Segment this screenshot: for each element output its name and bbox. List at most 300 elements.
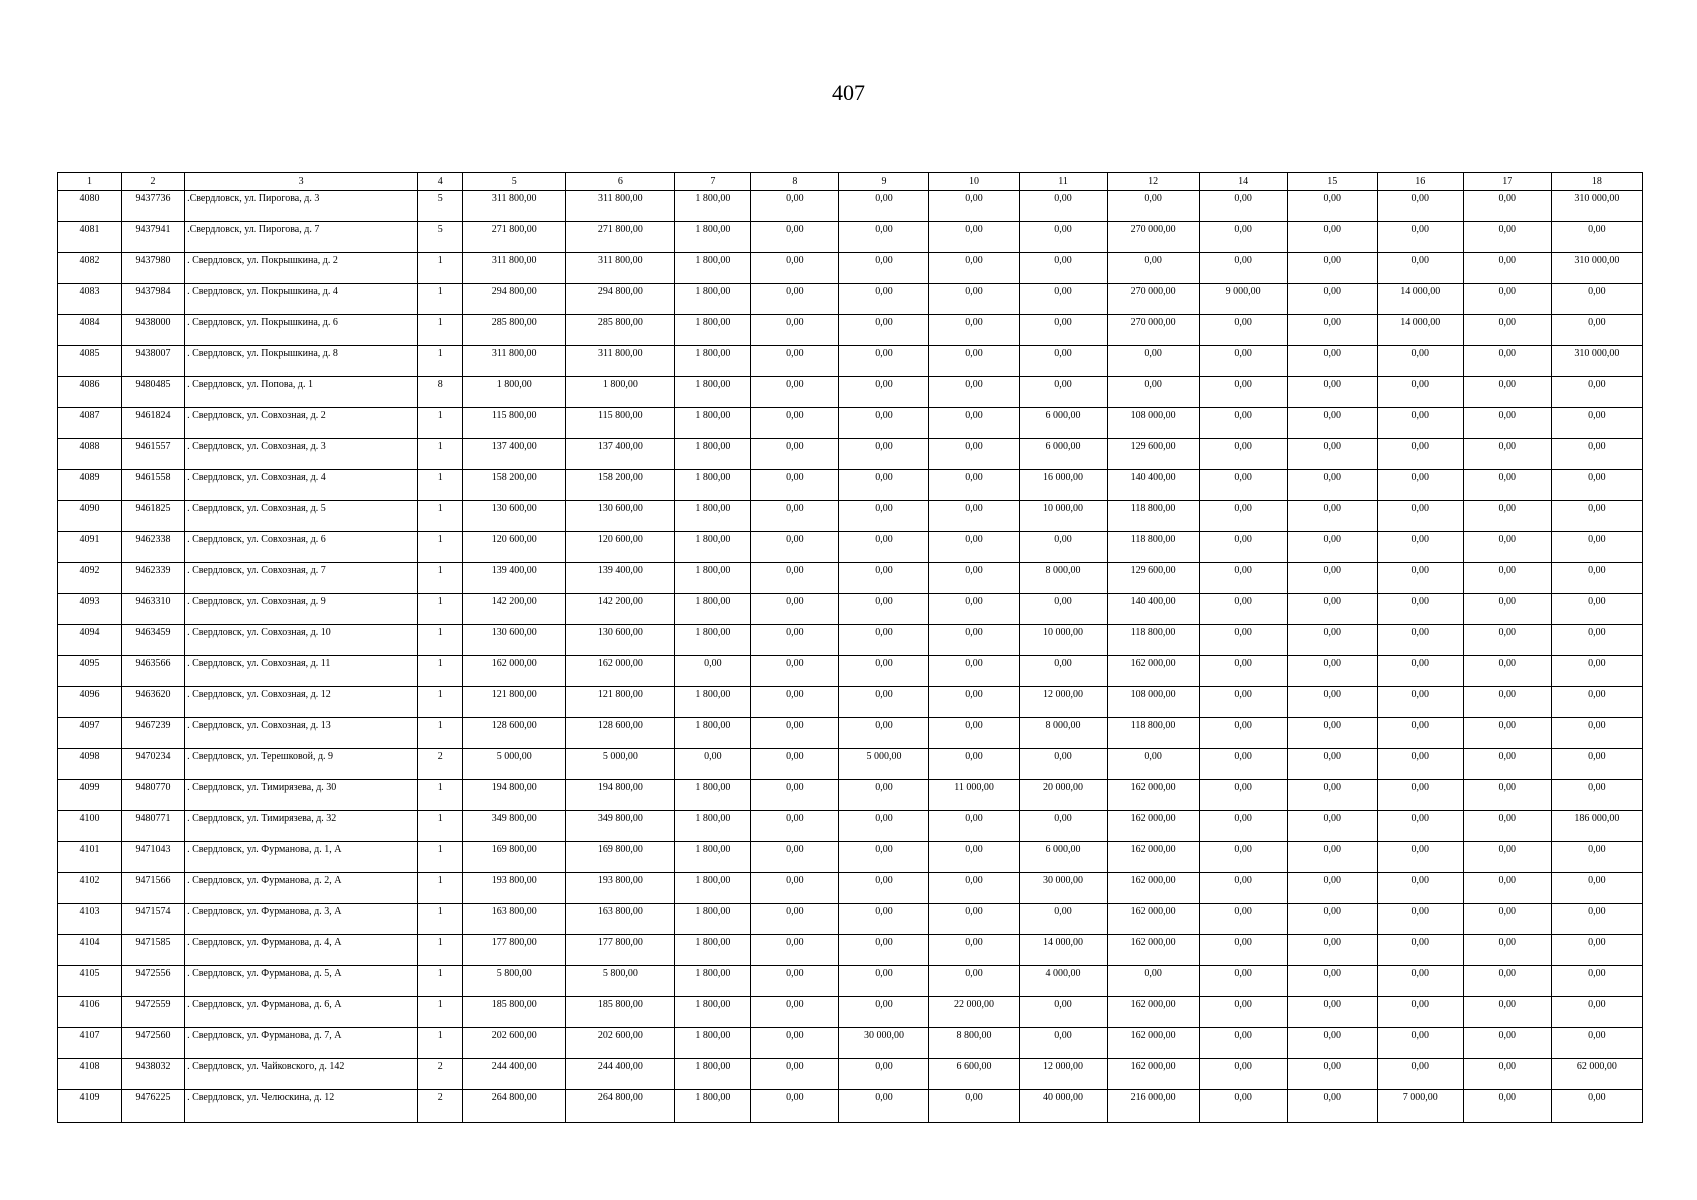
table-cell: . Свердловск, ул. Покрышкина, д. 8 [185, 346, 418, 377]
table-cell: 310 000,00 [1551, 191, 1642, 222]
table-cell: 0,00 [1019, 315, 1107, 346]
table-cell: 1 [418, 315, 463, 346]
table-cell: 1 800,00 [675, 191, 751, 222]
table-cell: 0,00 [929, 873, 1019, 904]
table-cell: 0,00 [1199, 780, 1287, 811]
table-cell: 0,00 [1287, 873, 1377, 904]
table-cell: 9472559 [122, 997, 185, 1028]
column-header: 11 [1019, 173, 1107, 191]
table-row [58, 625, 1643, 656]
table-cell: 12 000,00 [1019, 687, 1107, 718]
table-cell: 118 800,00 [1107, 718, 1199, 749]
table-cell: 0,00 [1551, 470, 1642, 501]
table-cell: 0,00 [839, 594, 929, 625]
table-cell: 5 000,00 [463, 749, 566, 780]
table-cell: 4092 [58, 563, 122, 594]
table-cell: 1 [418, 935, 463, 966]
table-cell: 0,00 [1287, 842, 1377, 873]
table-cell: 4104 [58, 935, 122, 966]
table-cell: 0,00 [751, 501, 839, 532]
table-cell: 0,00 [929, 315, 1019, 346]
table-cell: 0,00 [1199, 470, 1287, 501]
table-cell: 1 800,00 [675, 873, 751, 904]
table-cell: 130 600,00 [463, 501, 566, 532]
table-row [58, 253, 1643, 284]
table-cell: 0,00 [1287, 1059, 1377, 1090]
table-cell: 0,00 [1019, 749, 1107, 780]
table-cell: 0,00 [751, 346, 839, 377]
table-cell: 0,00 [1377, 749, 1463, 780]
column-header: 7 [675, 173, 751, 191]
table-cell: 216 000,00 [1107, 1090, 1199, 1123]
table-cell: 0,00 [1551, 501, 1642, 532]
table-cell: 137 400,00 [463, 439, 566, 470]
table-cell: 0,00 [1199, 625, 1287, 656]
table-cell: 1 800,00 [675, 997, 751, 1028]
table-cell: 0,00 [1199, 222, 1287, 253]
column-header: 8 [751, 173, 839, 191]
table-cell: 162 000,00 [1107, 811, 1199, 842]
table-cell: 4109 [58, 1090, 122, 1123]
table-cell: 9470234 [122, 749, 185, 780]
table-cell: 12 000,00 [1019, 1059, 1107, 1090]
table-cell: 115 800,00 [463, 408, 566, 439]
table-cell: 1 800,00 [675, 687, 751, 718]
table-cell: . Свердловск, ул. Совхозная, д. 11 [185, 656, 418, 687]
table-cell: .Свердловск, ул. Пирогова, д. 3 [185, 191, 418, 222]
table-cell: 0,00 [929, 904, 1019, 935]
table-cell: 285 800,00 [566, 315, 675, 346]
table-cell: 177 800,00 [566, 935, 675, 966]
page-number: 407 [832, 80, 865, 105]
table-cell: 0,00 [1287, 253, 1377, 284]
table-cell: . Свердловск, ул. Челюскина, д. 12 [185, 1090, 418, 1123]
table-cell: 1 [418, 904, 463, 935]
table-cell: . Свердловск, ул. Совхозная, д. 6 [185, 532, 418, 563]
column-header: 15 [1287, 173, 1377, 191]
table-cell: 1 [418, 346, 463, 377]
data-table [57, 172, 1643, 1123]
table-cell: 4103 [58, 904, 122, 935]
table-cell: 0,00 [1463, 408, 1551, 439]
table-cell: 4105 [58, 966, 122, 997]
table-cell: 0,00 [839, 780, 929, 811]
table-cell: 142 200,00 [566, 594, 675, 625]
table-cell: 0,00 [1463, 315, 1551, 346]
table-cell: 0,00 [1199, 253, 1287, 284]
table-row [58, 191, 1643, 222]
table-cell: 0,00 [1107, 253, 1199, 284]
table-cell: 0,00 [1107, 377, 1199, 408]
table-cell: 0,00 [1107, 346, 1199, 377]
table-cell: 140 400,00 [1107, 594, 1199, 625]
table-cell: 0,00 [1551, 1028, 1642, 1059]
table-cell: 0,00 [751, 811, 839, 842]
table-cell: . Свердловск, ул. Совхозная, д. 7 [185, 563, 418, 594]
table-cell: 0,00 [1287, 377, 1377, 408]
table-cell: . Свердловск, ул. Совхозная, д. 3 [185, 439, 418, 470]
table-cell: 130 600,00 [566, 501, 675, 532]
table-cell: 0,00 [1377, 253, 1463, 284]
table-cell: 0,00 [1019, 284, 1107, 315]
table-cell: 0,00 [1199, 439, 1287, 470]
table-row [58, 408, 1643, 439]
table-cell: 0,00 [839, 408, 929, 439]
table-cell: . Свердловск, ул. Совхозная, д. 9 [185, 594, 418, 625]
table-cell: . Свердловск, ул. Фурманова, д. 7, А [185, 1028, 418, 1059]
table-cell: 0,00 [929, 439, 1019, 470]
table-cell: 349 800,00 [566, 811, 675, 842]
table-cell: 0,00 [839, 904, 929, 935]
table-cell: 0,00 [751, 408, 839, 439]
table-cell: 2 [418, 749, 463, 780]
table-cell: 5 [418, 222, 463, 253]
table-cell: 9461557 [122, 439, 185, 470]
table-cell: 0,00 [751, 997, 839, 1028]
table-cell: 16 000,00 [1019, 470, 1107, 501]
table-cell: 4101 [58, 842, 122, 873]
table-cell: 0,00 [1463, 563, 1551, 594]
table-cell: 0,00 [1463, 594, 1551, 625]
table-cell: 0,00 [1287, 656, 1377, 687]
table-cell: 1 800,00 [675, 501, 751, 532]
column-header: 3 [185, 173, 418, 191]
table-cell: 0,00 [1107, 191, 1199, 222]
table-cell: 0,00 [751, 904, 839, 935]
table-cell: 0,00 [751, 532, 839, 563]
table-cell: 40 000,00 [1019, 1090, 1107, 1123]
table-cell: 140 400,00 [1107, 470, 1199, 501]
table-cell: . Свердловск, ул. Покрышкина, д. 2 [185, 253, 418, 284]
table-cell: 0,00 [839, 687, 929, 718]
table-cell: 4099 [58, 780, 122, 811]
table-cell: 0,00 [929, 749, 1019, 780]
table-cell: 0,00 [929, 470, 1019, 501]
table-cell: 162 000,00 [1107, 842, 1199, 873]
table-cell: 10 000,00 [1019, 501, 1107, 532]
table-row [58, 439, 1643, 470]
table-cell: 0,00 [929, 501, 1019, 532]
table-cell: 0,00 [1463, 625, 1551, 656]
table-cell: . Свердловск, ул. Фурманова, д. 2, А [185, 873, 418, 904]
table-cell: 185 800,00 [566, 997, 675, 1028]
table-cell: 4083 [58, 284, 122, 315]
table-cell: 0,00 [1199, 563, 1287, 594]
table-cell: 4088 [58, 439, 122, 470]
table-cell: 0,00 [1287, 904, 1377, 935]
table-cell: 0,00 [1377, 935, 1463, 966]
table-cell: 0,00 [1377, 811, 1463, 842]
table-cell: 0,00 [1199, 749, 1287, 780]
table-cell: 1 [418, 563, 463, 594]
table-cell: 163 800,00 [566, 904, 675, 935]
table-cell: 0,00 [1019, 997, 1107, 1028]
table-body [58, 191, 1643, 1123]
table-cell: 0,00 [1287, 749, 1377, 780]
table-cell: 30 000,00 [1019, 873, 1107, 904]
table-cell: 4098 [58, 749, 122, 780]
table-cell: 0,00 [1287, 408, 1377, 439]
table-cell: 0,00 [929, 191, 1019, 222]
table-cell: 0,00 [839, 191, 929, 222]
table-cell: 311 800,00 [566, 191, 675, 222]
table-cell: 0,00 [839, 377, 929, 408]
table-cell: 0,00 [839, 315, 929, 346]
table-cell: 0,00 [1019, 191, 1107, 222]
table-cell: 1 [418, 842, 463, 873]
table-cell: 0,00 [1019, 532, 1107, 563]
table-cell: 0,00 [1199, 1059, 1287, 1090]
table-cell: 0,00 [751, 191, 839, 222]
table-cell: 121 800,00 [566, 687, 675, 718]
table-row [58, 594, 1643, 625]
table-cell: 0,00 [1377, 966, 1463, 997]
table-cell: 0,00 [929, 346, 1019, 377]
table-cell: 1 800,00 [566, 377, 675, 408]
table-cell: 0,00 [1377, 780, 1463, 811]
table-cell: 0,00 [1377, 377, 1463, 408]
table-cell: 310 000,00 [1551, 253, 1642, 284]
table-cell: 0,00 [1287, 501, 1377, 532]
table-cell: 120 600,00 [566, 532, 675, 563]
table-cell: 270 000,00 [1107, 315, 1199, 346]
table-cell: 0,00 [929, 222, 1019, 253]
table-cell: 162 000,00 [1107, 873, 1199, 904]
table-cell: 0,00 [929, 563, 1019, 594]
table-row [58, 563, 1643, 594]
table-cell: 0,00 [1019, 811, 1107, 842]
table-cell: 0,00 [929, 594, 1019, 625]
table-cell: 9471043 [122, 842, 185, 873]
table-cell: 0,00 [1287, 1028, 1377, 1059]
table-cell: 9437984 [122, 284, 185, 315]
table-cell: 0,00 [1287, 1090, 1377, 1123]
table-cell: 6 000,00 [1019, 842, 1107, 873]
table-cell: 0,00 [1199, 966, 1287, 997]
table-cell: 129 600,00 [1107, 439, 1199, 470]
table-cell: 0,00 [1377, 687, 1463, 718]
table-cell: 1 800,00 [675, 780, 751, 811]
table-cell: 5 000,00 [566, 749, 675, 780]
table-cell: 0,00 [1463, 346, 1551, 377]
table-cell: 0,00 [929, 625, 1019, 656]
table-cell: 0,00 [1199, 997, 1287, 1028]
table-cell: 0,00 [839, 470, 929, 501]
table-cell: 9438000 [122, 315, 185, 346]
table-row [58, 966, 1643, 997]
table-cell: 0,00 [751, 625, 839, 656]
table-cell: 1 800,00 [675, 1090, 751, 1123]
table-cell: 0,00 [929, 811, 1019, 842]
table-cell: 4090 [58, 501, 122, 532]
table-cell: 0,00 [1463, 532, 1551, 563]
table-cell: 311 800,00 [566, 253, 675, 284]
table-cell: 6 000,00 [1019, 408, 1107, 439]
table-cell: 0,00 [1377, 904, 1463, 935]
table-cell: 0,00 [1463, 811, 1551, 842]
table-cell: 9472556 [122, 966, 185, 997]
table-row [58, 749, 1643, 780]
table-cell: . Свердловск, ул. Покрышкина, д. 4 [185, 284, 418, 315]
table-cell: 0,00 [1287, 346, 1377, 377]
table-cell: 0,00 [839, 811, 929, 842]
table-row [58, 873, 1643, 904]
table-cell: 4082 [58, 253, 122, 284]
table-row [58, 315, 1643, 346]
table-cell: 1 [418, 780, 463, 811]
table-cell: 0,00 [929, 377, 1019, 408]
table-cell: 0,00 [1019, 222, 1107, 253]
table-cell: 4080 [58, 191, 122, 222]
table-cell: . Свердловск, ул. Совхозная, д. 12 [185, 687, 418, 718]
table-cell: 1 800,00 [675, 842, 751, 873]
table-cell: 1 800,00 [675, 594, 751, 625]
table-cell: 0,00 [839, 966, 929, 997]
table-row [58, 377, 1643, 408]
table-cell: 0,00 [1463, 284, 1551, 315]
table-cell: 0,00 [1199, 501, 1287, 532]
table-cell: 0,00 [1551, 656, 1642, 687]
table-cell: 0,00 [1463, 842, 1551, 873]
table-cell: 0,00 [1377, 718, 1463, 749]
table-cell: 294 800,00 [463, 284, 566, 315]
table-cell: 1 800,00 [675, 718, 751, 749]
table-cell: 0,00 [929, 966, 1019, 997]
table-cell: 162 000,00 [463, 656, 566, 687]
table-cell: 0,00 [839, 253, 929, 284]
table-cell: 311 800,00 [463, 253, 566, 284]
table-cell: 162 000,00 [1107, 997, 1199, 1028]
table-cell: 0,00 [1463, 501, 1551, 532]
table-cell: 128 600,00 [463, 718, 566, 749]
table-cell: 4095 [58, 656, 122, 687]
column-header: 16 [1377, 173, 1463, 191]
table-cell: 162 000,00 [1107, 656, 1199, 687]
table-cell: 4096 [58, 687, 122, 718]
table-cell: 121 800,00 [463, 687, 566, 718]
table-row [58, 935, 1643, 966]
table-cell: 0,00 [1463, 191, 1551, 222]
column-header: 2 [122, 173, 185, 191]
table-cell: 0,00 [1199, 687, 1287, 718]
table-cell: 202 600,00 [463, 1028, 566, 1059]
table-cell: . Свердловск, ул. Фурманова, д. 1, А [185, 842, 418, 873]
table-cell: 186 000,00 [1551, 811, 1642, 842]
table-cell: 118 800,00 [1107, 501, 1199, 532]
table-cell: 0,00 [1551, 1090, 1642, 1123]
table-cell: 9461824 [122, 408, 185, 439]
table-cell: 162 000,00 [566, 656, 675, 687]
table-cell: 0,00 [1463, 780, 1551, 811]
column-header: 6 [566, 173, 675, 191]
table-cell: 1 800,00 [675, 408, 751, 439]
table-cell: 1 800,00 [675, 346, 751, 377]
table-cell: 0,00 [1199, 842, 1287, 873]
table-cell: 294 800,00 [566, 284, 675, 315]
table-cell: 137 400,00 [566, 439, 675, 470]
table-cell: 4081 [58, 222, 122, 253]
table-cell: 0,00 [1463, 687, 1551, 718]
table-cell: 30 000,00 [839, 1028, 929, 1059]
table-cell: 0,00 [751, 377, 839, 408]
table-row [58, 284, 1643, 315]
table-cell: 158 200,00 [463, 470, 566, 501]
table-row [58, 470, 1643, 501]
table-cell: 1 800,00 [675, 253, 751, 284]
table-cell: 0,00 [929, 1090, 1019, 1123]
table-cell: 8 000,00 [1019, 718, 1107, 749]
table-cell: 0,00 [839, 501, 929, 532]
table-cell: 0,00 [1551, 842, 1642, 873]
table-row [58, 718, 1643, 749]
table-row [58, 346, 1643, 377]
table-cell: 1 [418, 284, 463, 315]
table-cell: 0,00 [1199, 377, 1287, 408]
table-row [58, 687, 1643, 718]
table-cell: . Свердловск, ул. Покрышкина, д. 6 [185, 315, 418, 346]
table-cell: 1 [418, 997, 463, 1028]
table-cell: 1 [418, 687, 463, 718]
table-cell: 0,00 [1287, 935, 1377, 966]
table-cell: 311 800,00 [463, 191, 566, 222]
table-cell: 0,00 [751, 222, 839, 253]
table-row [58, 501, 1643, 532]
table-cell: 4097 [58, 718, 122, 749]
table-cell: 0,00 [1377, 1028, 1463, 1059]
table-cell: 0,00 [1551, 904, 1642, 935]
table-cell: 0,00 [1463, 253, 1551, 284]
table-cell: 0,00 [839, 873, 929, 904]
table-cell: 264 800,00 [463, 1090, 566, 1123]
table-cell: 1 800,00 [675, 811, 751, 842]
table-cell: 0,00 [1287, 594, 1377, 625]
table-cell: 0,00 [1287, 966, 1377, 997]
table-cell: 1 800,00 [675, 563, 751, 594]
table-cell: 0,00 [1199, 315, 1287, 346]
table-cell: . Свердловск, ул. Тимирязева, д. 30 [185, 780, 418, 811]
table-cell: 194 800,00 [463, 780, 566, 811]
table-cell: 9462338 [122, 532, 185, 563]
table-cell: 0,00 [1199, 408, 1287, 439]
table-cell: 0,00 [1287, 222, 1377, 253]
table-cell: 0,00 [1551, 718, 1642, 749]
table-cell: 202 600,00 [566, 1028, 675, 1059]
table-cell: 0,00 [1463, 997, 1551, 1028]
table-cell: 0,00 [1287, 718, 1377, 749]
table-cell: 0,00 [1019, 1028, 1107, 1059]
table-cell: 285 800,00 [463, 315, 566, 346]
table-cell: 271 800,00 [463, 222, 566, 253]
table-cell: 0,00 [1199, 718, 1287, 749]
table-cell: 0,00 [1463, 749, 1551, 780]
table-row [58, 811, 1643, 842]
table-row [58, 222, 1643, 253]
table-cell: 118 800,00 [1107, 625, 1199, 656]
table-cell: 0,00 [675, 749, 751, 780]
table-cell: 0,00 [1287, 315, 1377, 346]
table-cell: 108 000,00 [1107, 687, 1199, 718]
table-cell: 193 800,00 [566, 873, 675, 904]
table-cell: 0,00 [675, 656, 751, 687]
table-cell: 5 800,00 [566, 966, 675, 997]
table-cell: 0,00 [1551, 377, 1642, 408]
table-cell: 0,00 [1377, 873, 1463, 904]
table-cell: 9463620 [122, 687, 185, 718]
table-cell: 0,00 [751, 966, 839, 997]
table-cell: 1 [418, 594, 463, 625]
table-cell: 1 [418, 625, 463, 656]
table-cell: 169 800,00 [566, 842, 675, 873]
